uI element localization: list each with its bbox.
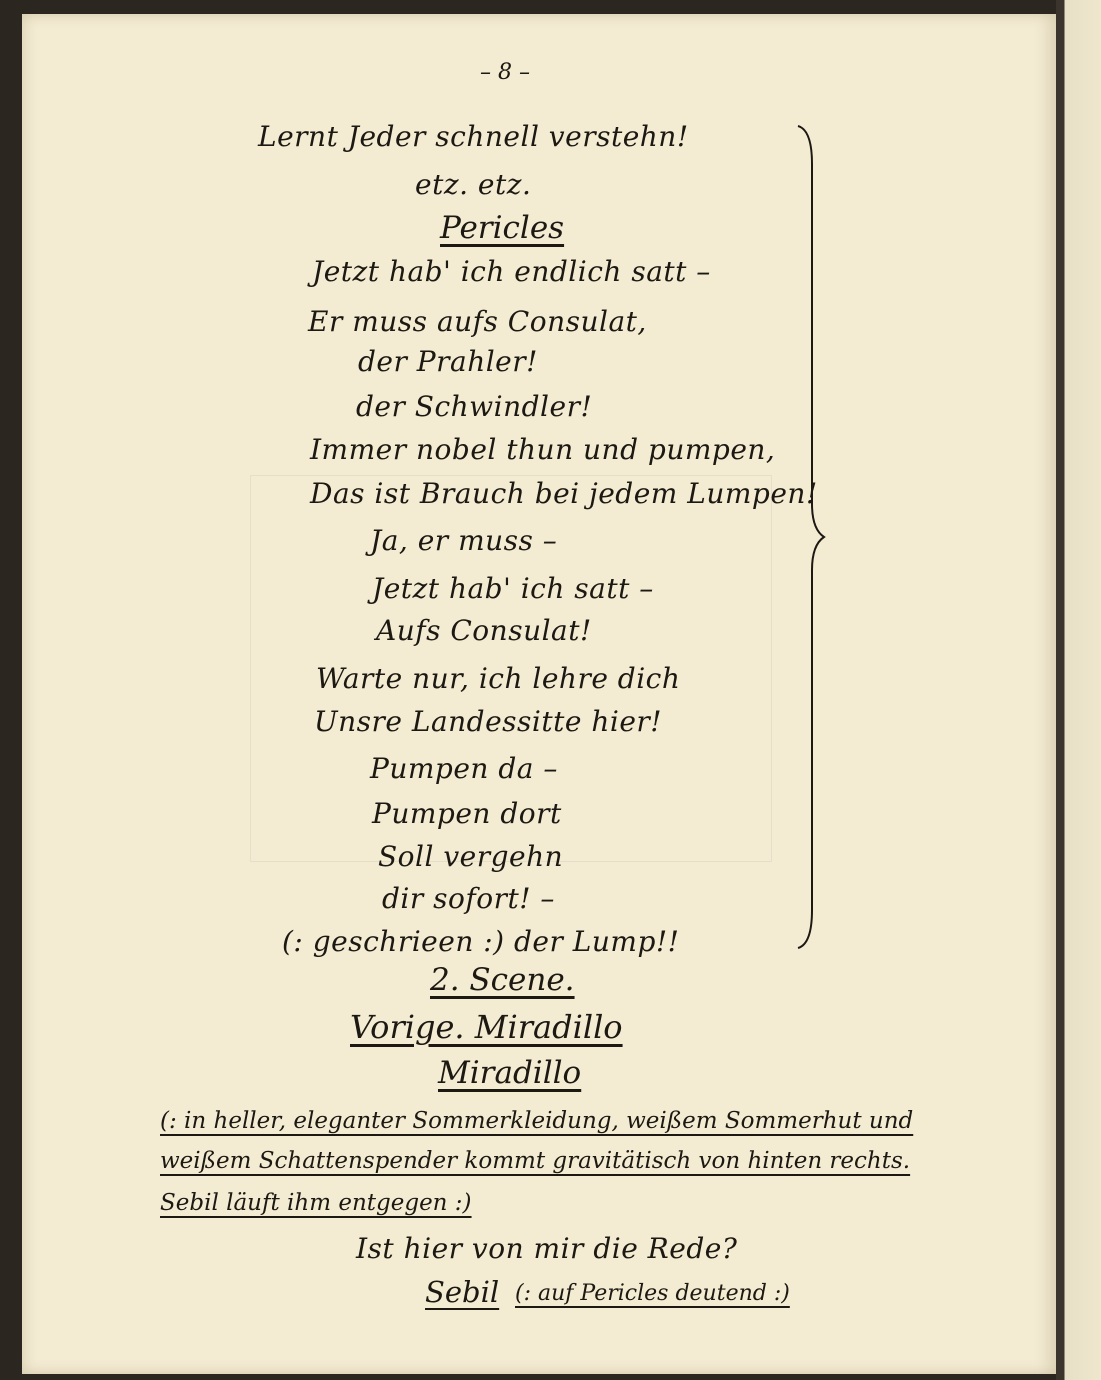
song-line: Immer nobel thun und pumpen, [310,433,776,466]
song-line: Warte nur, ich lehre dich [316,662,681,695]
song-line: Jetzt hab' ich endlich satt – [312,255,711,288]
song-line: Er muss aufs Consulat, [308,305,647,338]
song-line: (: geschrieen :) der Lump!! [282,925,680,958]
stage-direction-line: Sebil läuft ihm entgegen :) [160,1190,472,1216]
scene-title: 2. Scene. [430,962,575,998]
speaker-miradillo: Miradillo [438,1055,582,1091]
curly-brace [794,124,828,950]
song-line: Aufs Consulat! [376,614,592,647]
dialogue-line: Ist hier von mir die Rede? [356,1232,738,1265]
speaker-pericles: Pericles [440,210,565,246]
song-line: Das ist Brauch bei jedem Lumpen! [310,477,818,510]
stage-direction-sebil: (: auf Pericles deutend :) [515,1281,790,1306]
page-number: – 8 – [480,60,530,85]
song-line: der Prahler! [358,345,538,378]
song-line: Soll vergehn [378,840,564,873]
song-line: der Schwindler! [356,390,593,423]
song-line: Jetzt hab' ich satt – [372,572,654,605]
song-line: Unsre Landessitte hier! [314,705,663,738]
stage-direction-line: (: in heller, eleganter Sommerkleidung, weißem Sommerhut und [160,1108,914,1134]
song-line: Pumpen da – [370,752,558,785]
speaker-sebil: Sebil [425,1275,500,1309]
scene-cast: Vorige. Miradillo [350,1008,623,1046]
song-line: etz. etz. [415,168,532,201]
song-line: Ja, er muss – [370,524,558,557]
stage-direction-line: weißem Schattenspender kommt gravitätisch von hinten rechts. [160,1148,911,1174]
song-line: Pumpen dort [372,797,562,830]
song-line: Lernt Jeder schnell verstehn! [258,120,689,153]
song-line: dir sofort! – [382,882,555,915]
page-edge [1056,0,1101,1380]
